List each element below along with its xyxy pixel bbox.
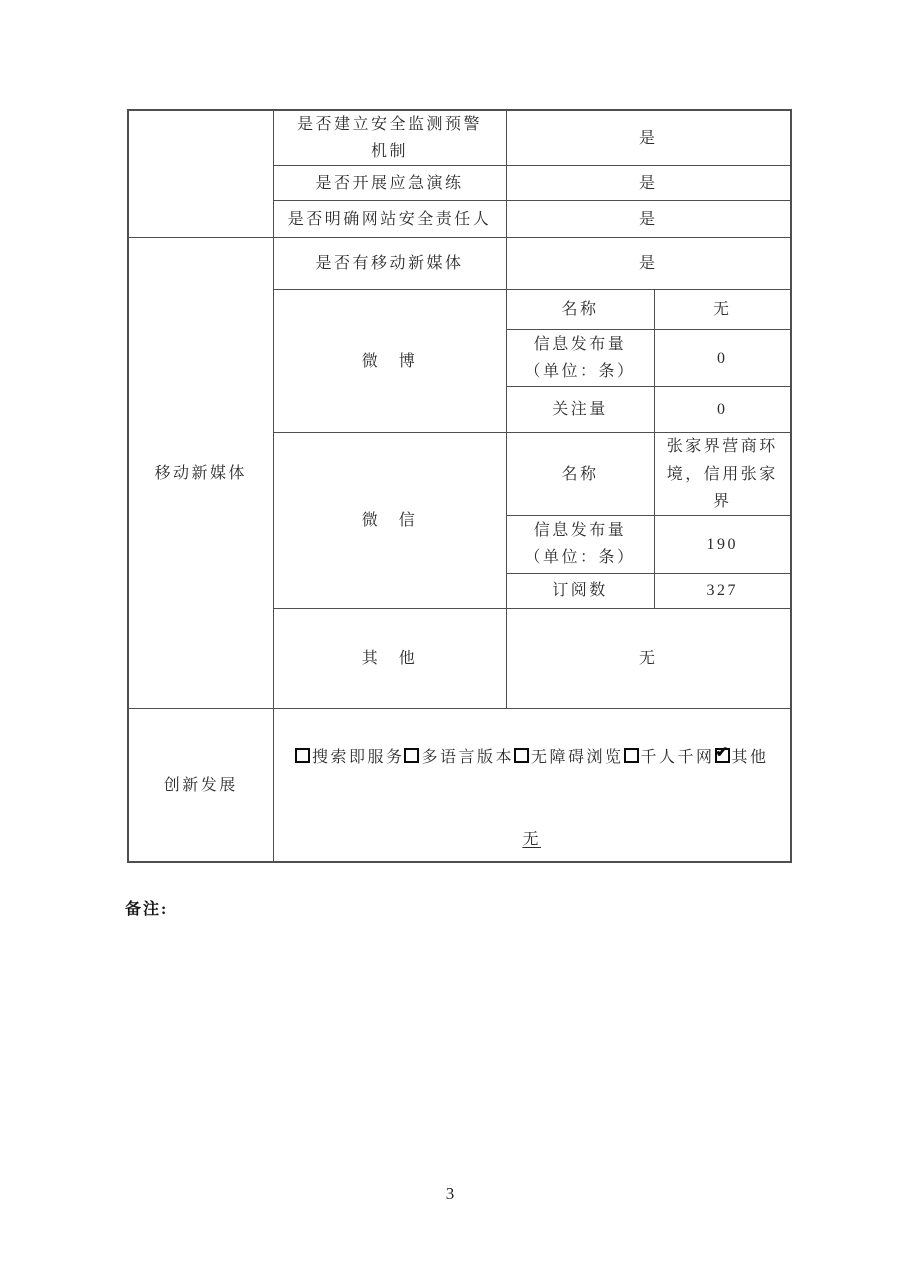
security-monitor-value: 是 — [506, 110, 791, 166]
table-row — [128, 708, 791, 862]
option-other — [715, 749, 769, 766]
category-mobile-media: 移动新媒体 — [128, 238, 273, 709]
table-row — [128, 238, 791, 290]
innovation-other-text: 无 — [522, 830, 542, 848]
weibo-posts-value: 0 — [654, 330, 791, 387]
checkbox-personalized — [624, 748, 639, 763]
has-mobile-media-label: 是否有移动新媒体 — [273, 238, 506, 290]
innovation-options-cell — [273, 708, 791, 862]
option-label: 其他 — [731, 749, 769, 767]
weibo-followers-label: 关注量 — [506, 387, 654, 433]
checkbox-multilingual — [404, 748, 419, 763]
security-officer-value: 是 — [506, 201, 791, 238]
category-innovation: 创新发展 — [128, 708, 273, 862]
wechat-name-value: 张家界营商环 境，信用张家 界 — [654, 433, 791, 516]
wechat-posts-value: 190 — [654, 515, 791, 573]
emergency-drill-label: 是否开展应急演练 — [273, 166, 506, 201]
has-mobile-media-value: 是 — [506, 238, 791, 290]
wechat-label: 微 信 — [273, 433, 506, 609]
website-report-table — [127, 109, 792, 863]
checkbox-search-as-service — [295, 748, 310, 763]
option-label: 无障碍浏览 — [531, 749, 624, 767]
option-search-as-service — [295, 749, 405, 766]
security-officer-label: 是否明确网站安全责任人 — [273, 201, 506, 238]
other-media-value: 无 — [506, 608, 791, 708]
emergency-drill-value: 是 — [506, 166, 791, 201]
option-label: 多语言版本 — [421, 749, 514, 767]
other-media-label: 其 他 — [273, 608, 506, 708]
weibo-followers-value: 0 — [654, 387, 791, 433]
weibo-label: 微 博 — [273, 290, 506, 433]
option-accessibility — [514, 749, 624, 766]
option-label: 搜索即服务 — [311, 749, 405, 767]
wechat-subscribers-value: 327 — [654, 573, 791, 608]
remarks-label: 备注: — [125, 901, 169, 918]
category-cell-empty — [128, 110, 273, 238]
wechat-name-label: 名称 — [506, 433, 654, 516]
option-multilingual — [404, 749, 514, 766]
page-number: 3 — [445, 1184, 455, 1203]
wechat-posts-label: 信息发布量 （单位：条） — [506, 515, 654, 573]
weibo-posts-label: 信息发布量 （单位：条） — [506, 330, 654, 387]
checkbox-accessibility — [514, 748, 529, 763]
option-label: 千人千网 — [640, 749, 715, 767]
weibo-name-value: 无 — [654, 290, 791, 330]
security-monitor-label: 是否建立安全监测预警 机制 — [273, 110, 506, 166]
option-personalized — [624, 749, 715, 766]
table-row — [128, 110, 791, 166]
wechat-subscribers-label: 订阅数 — [506, 573, 654, 608]
weibo-name-label: 名称 — [506, 290, 654, 330]
checkbox-other — [715, 748, 730, 763]
